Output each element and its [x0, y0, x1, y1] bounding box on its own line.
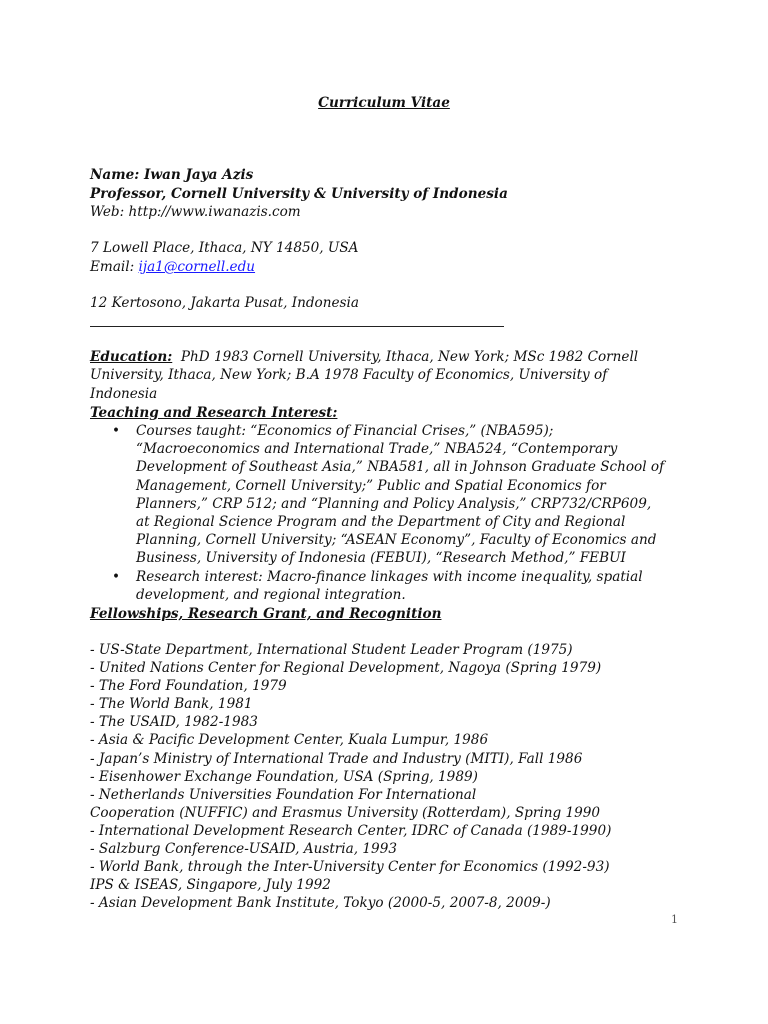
list-item: - Netherlands Universities Foundation For International — [90, 786, 477, 803]
address-id: 12 Kertosono, Jakarta Pusat, Indonesia — [90, 295, 359, 311]
email-label: Email: — [90, 259, 139, 275]
list-item: - Salzburg Conference-USAID, Austria, 1993 — [90, 841, 397, 858]
list-item: - Asia & Pacific Development Center, Kuala Lumpur, 1986 — [90, 732, 489, 749]
teaching-item-research: Research interest: Macro-finance linkages with income inequality, spatial development, and regional integration. — [136, 568, 643, 603]
name-line: Name: Iwan Jaya Azis — [90, 167, 254, 183]
list-item-continuation: IPS & ISEAS, Singapore, July 1992 — [90, 877, 331, 894]
position-line: Professor, Cornell University & University of Indonesia — [90, 186, 508, 202]
fellowships-list — [90, 641, 650, 912]
document-title: Curriculum Vitae — [318, 95, 450, 111]
list-item: - Japan’s Ministry of International Trade and Industry (MITI), Fall 1986 — [90, 750, 583, 767]
fellowships-heading: Fellowships, Research Grant, and Recognition — [90, 606, 442, 622]
education-text: PhD 1983 Cornell University, Ithaca, New York; MSc 1982 Cornell University, Ithaca, New York; B.A 1978 Faculty of Economics, University of Indonesia — [90, 349, 639, 402]
list-item: - The USAID, 1982-1983 — [90, 714, 258, 731]
email-link[interactable]: ija1@cornell.edu — [138, 259, 256, 275]
address-us: 7 Lowell Place, Ithaca, NY 14850, USA — [90, 240, 359, 256]
list-item: - The World Bank, 1981 — [90, 696, 253, 713]
teaching-list — [90, 422, 690, 604]
divider-line — [90, 326, 504, 327]
list-item — [90, 568, 690, 604]
bullet-icon: • — [112, 423, 121, 439]
email-line — [90, 258, 255, 276]
teaching-item-courses: Courses taught: “Economics of Financial Crises,” (NBA595); “Macroeconomics and International Trade,” NBA524, “Contemporary Development of Southeast Asia,” NBA581, all in Johnson Graduate School of Management, Cornell University;” Public and Spatial Economics for Planners,” CRP 512; and “Planning and Policy Analysis,” CRP732/CRP609, at Regional Science Program and the Department of City and Regional Planning, Cornell University; “ASEAN Economy”, Faculty of Economics and Business, University of Indonesia (FEBUI), “Research Method,” FEBUI — [136, 423, 665, 567]
bullet-icon: • — [112, 568, 121, 585]
list-item: - Asian Development Bank Institute, Tokyo (2000-5, 2007-8, 2009-) — [90, 895, 551, 912]
list-item: - World Bank, through the Inter-University Center for Economics (1992-93) — [90, 859, 610, 876]
list-item: - US-State Department, International Student Leader Program (1975) — [90, 642, 573, 658]
page-number: 1 — [671, 913, 678, 926]
web-line: Web: http://www.iwanazis.com — [90, 204, 301, 220]
list-item: - International Development Research Center, IDRC of Canada (1989-1990) — [90, 822, 612, 839]
list-item: - The Ford Foundation, 1979 — [90, 678, 287, 695]
list-item: - Eisenhower Exchange Foundation, USA (Spring, 1989) — [90, 768, 478, 785]
education-heading: Education: — [90, 349, 173, 365]
list-item — [90, 422, 690, 568]
list-item-continuation: Cooperation (NUFFIC) and Erasmus University (Rotterdam), Spring 1990 — [90, 804, 601, 821]
education-section — [90, 348, 670, 403]
teaching-heading: Teaching and Research Interest: — [90, 405, 338, 421]
list-item: - United Nations Center for Regional Development, Nagoya (Spring 1979) — [90, 660, 602, 677]
